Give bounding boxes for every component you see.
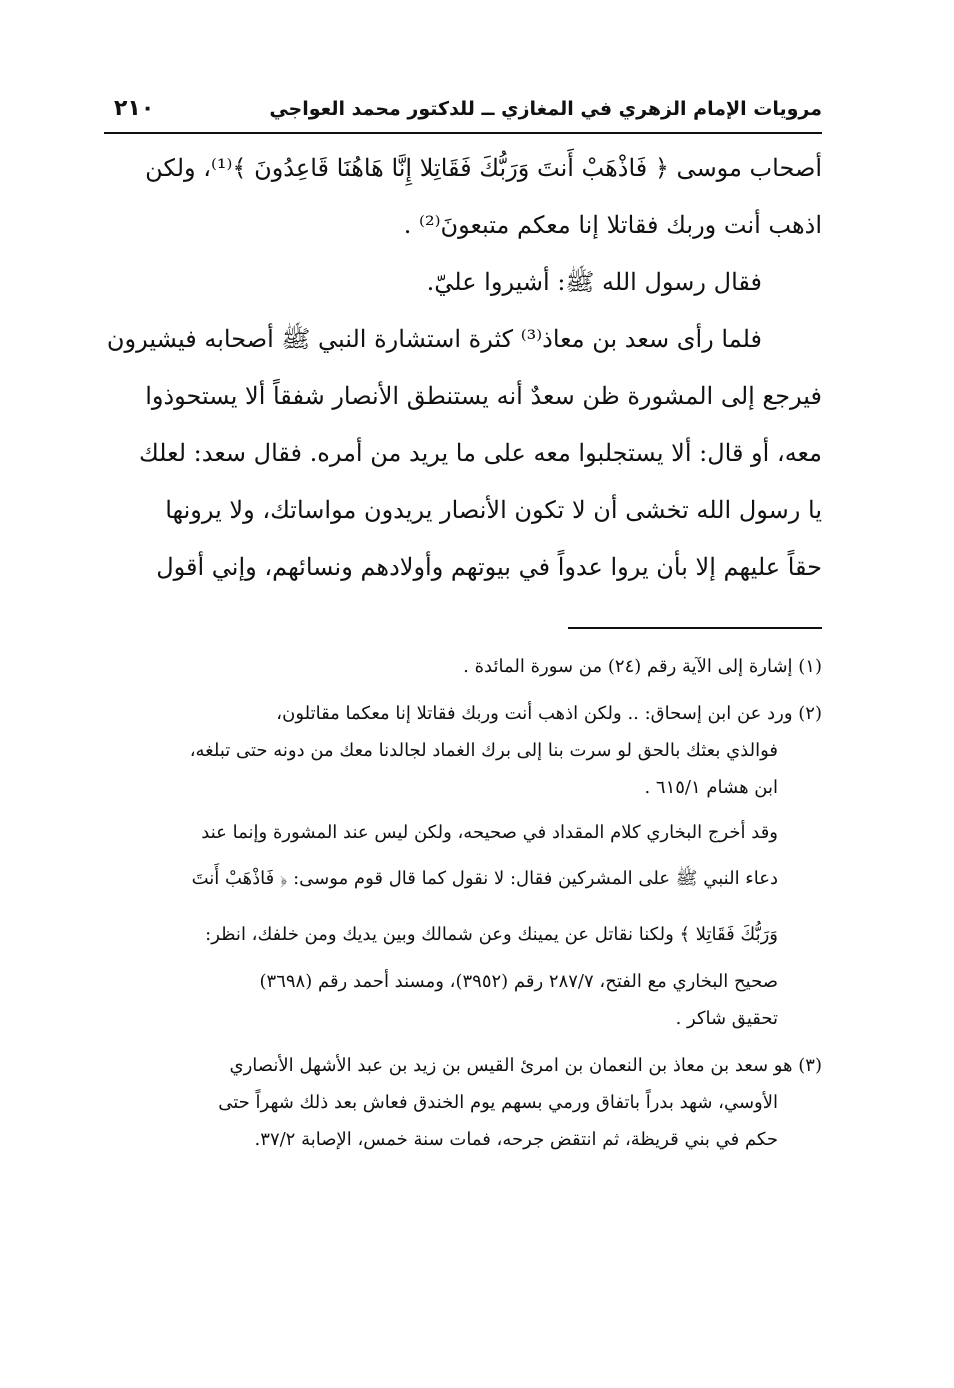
body-line: أصحاب موسى ﴿ فَاذْهَبْ أَنتَ وَرَبُّكَ فَقَاتِلا إِنَّا هَاهُنَا قَاعِدُونَ ﴾⁽¹⁾، ولكن: [145, 154, 822, 182]
header-title: مرويات الإمام الزهري في المغازي ــ للدكتور محمد العواجي: [269, 98, 822, 120]
page-number: ٢١٠: [114, 96, 155, 121]
footnote-3: [104, 1047, 822, 1158]
footnotes: [104, 648, 822, 1158]
running-header: [104, 96, 822, 134]
footnote-line: (١) إشارة إلى الآية رقم (٢٤) من سورة المائدة .: [463, 656, 822, 677]
body-line: فلما رأى سعد بن معاذ⁽³⁾ كثرة استشارة النبي ﷺ أصحابه فيشيرون: [106, 325, 762, 353]
body-line: معه، أو قال: ألا يستجلبوا معه على ما يريد من أمره. فقال سعد: لعلك: [138, 439, 822, 467]
footnote-line: حكم في بني قريظة، ثم انتقض جرحه، فمات سنة خمس، الإصابة ٣٧/٢.: [254, 1129, 778, 1150]
body-line: فيرجع إلى المشورة ظن سعدٌ أنه يستنطق الأنصار شفقاً ألا يستحوذوا: [145, 382, 822, 410]
footnote-line: دعاء النبي ﷺ على المشركين فقال: لا نقول كما قال قوم موسى: ﴿ فَاذْهَبْ أَنتَ: [191, 868, 778, 889]
footnote-separator: [568, 627, 822, 629]
main-text: [104, 140, 822, 596]
footnote-line: وَرَبُّكَ فَقَاتِلا ﴾ ولكنا نقاتل عن يمينك وعن شمالك وبين يديك ومن خلفك، انظر:: [205, 924, 778, 945]
body-line: يا رسول الله تخشى أن لا تكون الأنصار يريدون مواساتك، ولا يرونها: [165, 496, 822, 524]
footnote-line: صحيح البخاري مع الفتح، ٢٨٧/٧ رقم (٣٩٥٢)، ومسند أحمد رقم (٣٦٩٨): [259, 971, 778, 992]
footnote-line: (٣) هو سعد بن معاذ بن النعمان بن امرئ القيس بن زيد بن عبد الأشهل الأنصاري: [229, 1055, 822, 1076]
footnote-line: ابن هشام ٦١٥/١ .: [644, 777, 778, 798]
footnote-line: الأوسي، شهد بدراً باتفاق ورمي بسهم يوم الخندق فعاش بعد ذلك شهراً حتى: [218, 1092, 778, 1113]
body-line: حقاً عليهم إلا بأن يروا عدواً في بيوتهم وأولادهم ونسائهم، وإني أقول: [156, 553, 822, 581]
footnote-line: تحقيق شاكر .: [675, 1008, 778, 1029]
footnote-1: [104, 648, 822, 685]
footnote-line: فوالذي بعثك بالحق لو سرت بنا إلى برك الغماد لجالدنا معك من دونه حتى تبلغه،: [189, 740, 778, 761]
footnote-line: وقد أخرج البخاري كلام المقداد في صحيحه، ولكن ليس عند المشورة وإنما عند: [201, 822, 778, 843]
footnote-line: (٢) ورد عن ابن إسحاق: .. ولكن اذهب أنت وربك فقاتلا إنا معكما مقاتلون،: [276, 703, 822, 724]
footnote-2: [104, 695, 822, 1037]
body-line: فقال رسول الله ﷺ: أشيروا عليّ.: [426, 268, 762, 296]
body-line: اذهب أنت وربك فقاتلا إنا معكم متبعونَ⁽²⁾ .: [403, 211, 822, 239]
